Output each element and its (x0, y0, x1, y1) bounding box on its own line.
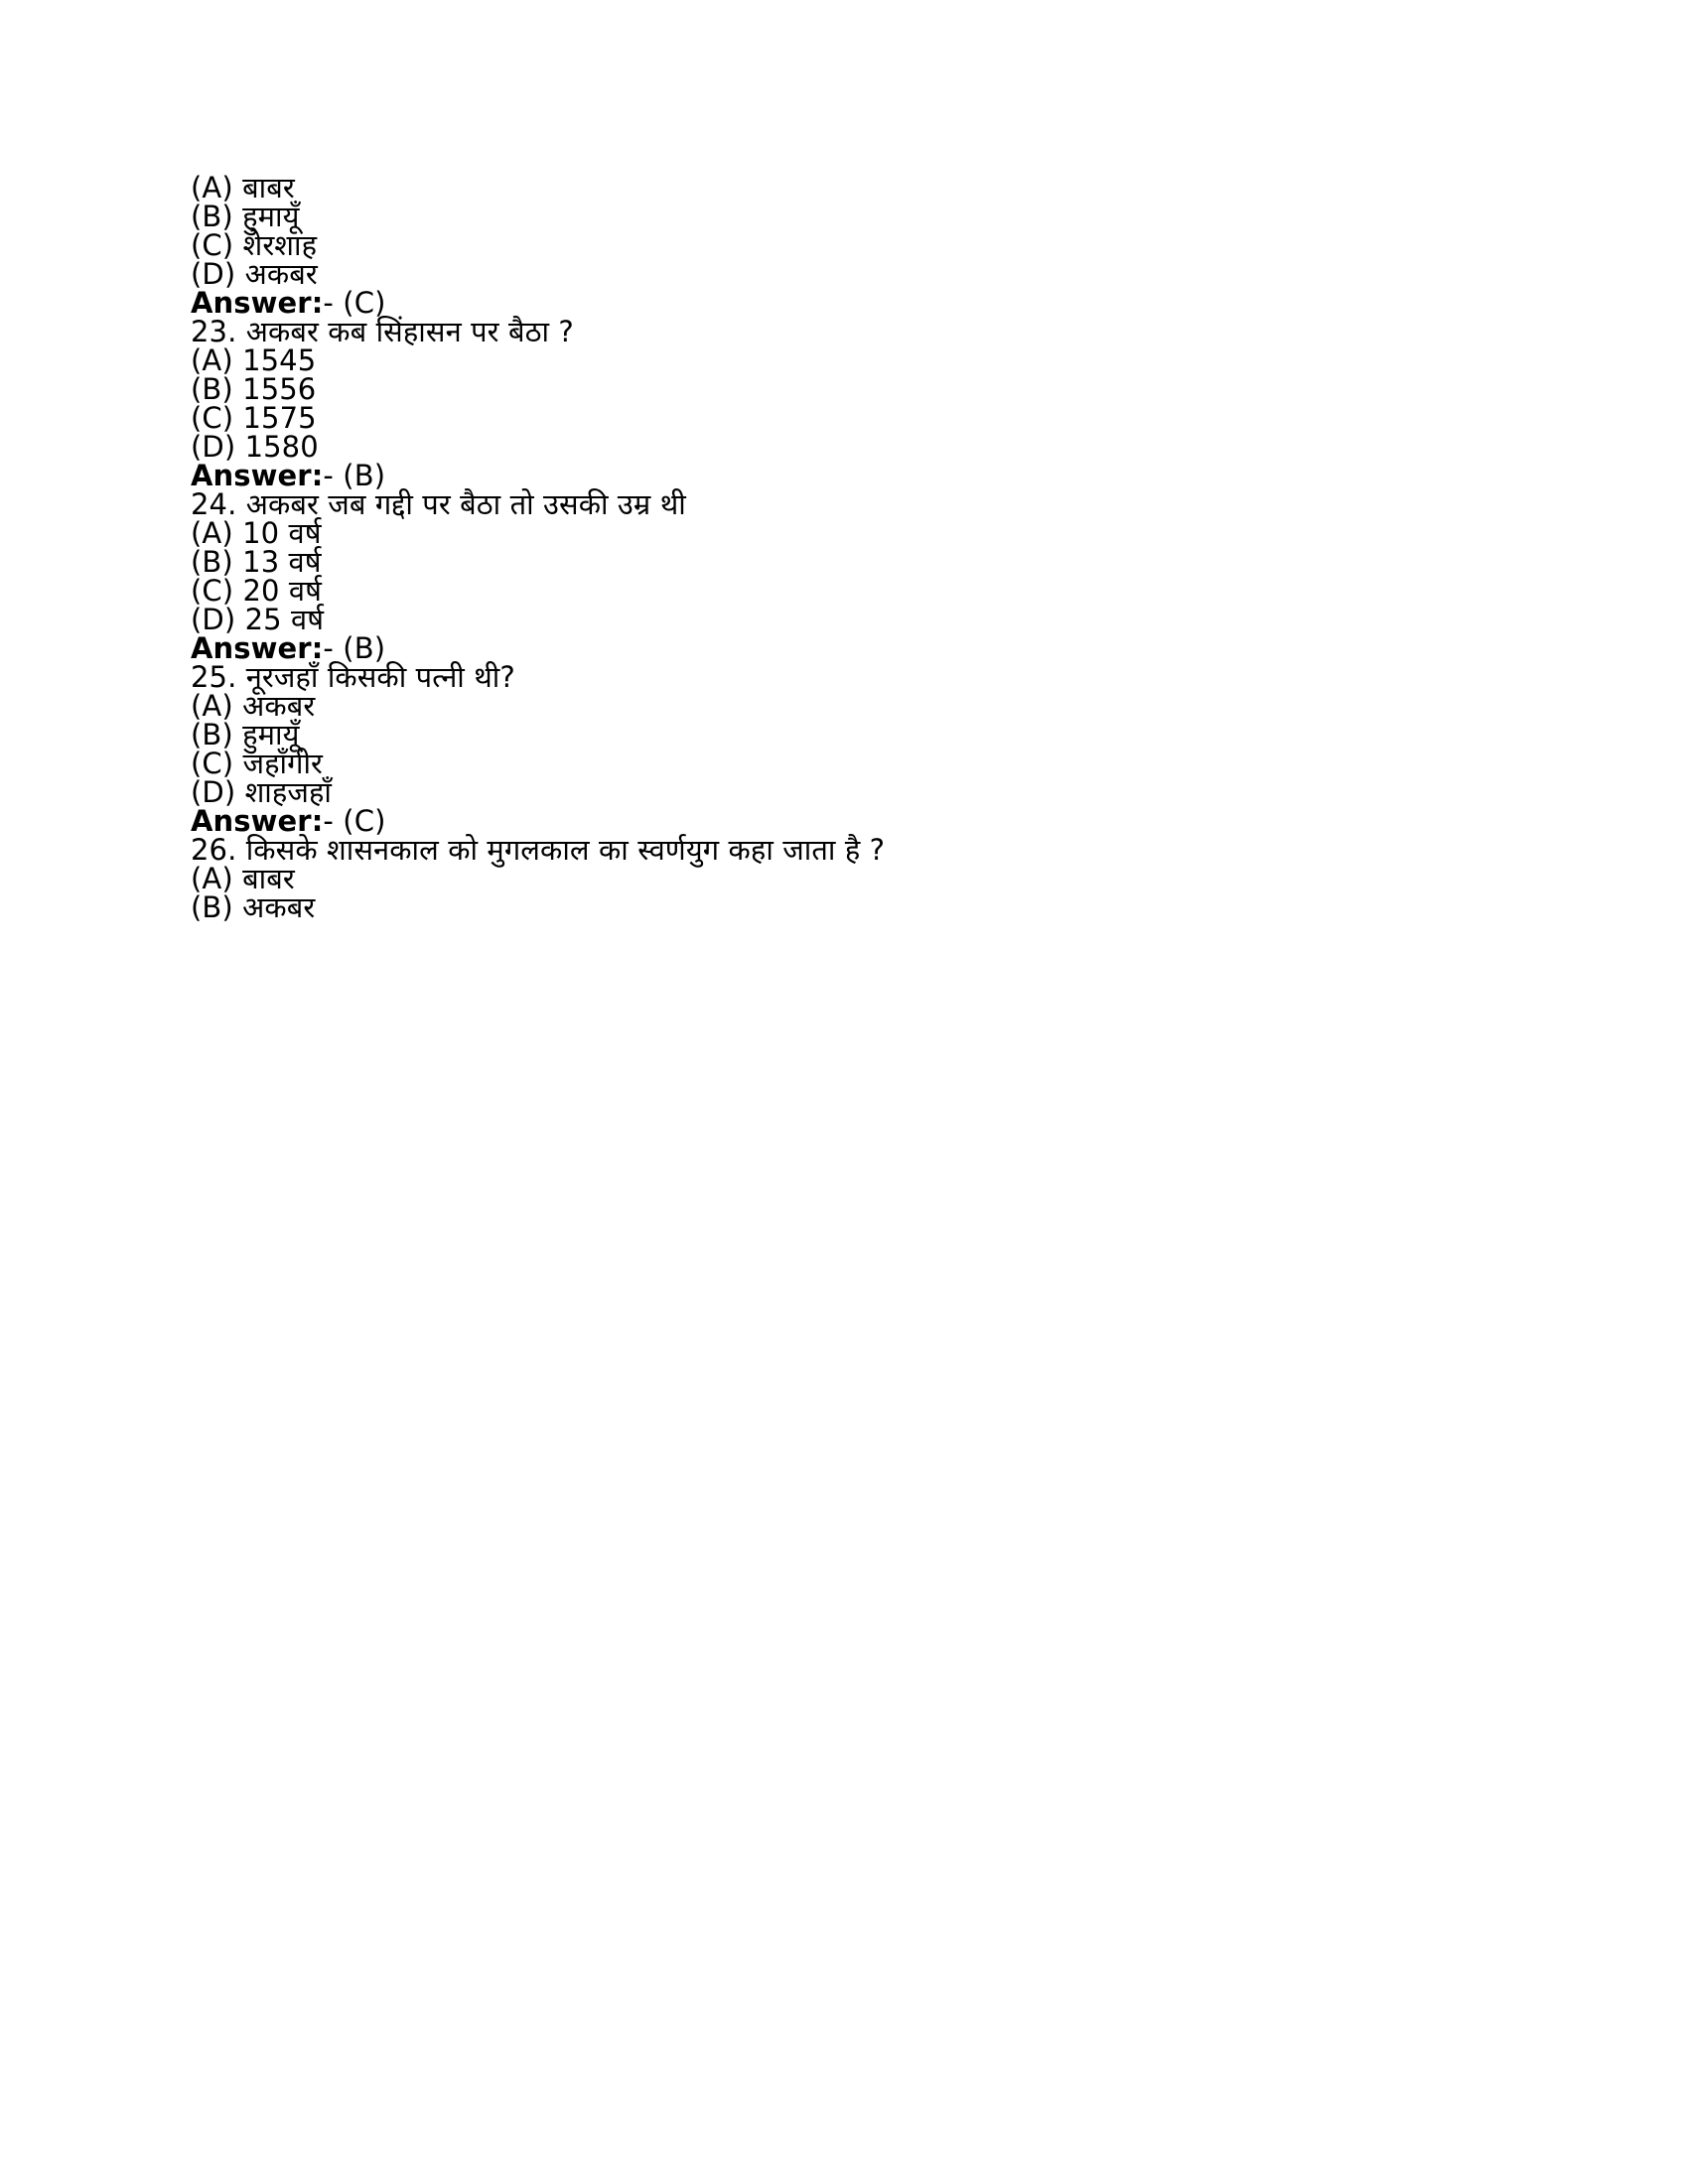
option-d: (D) 25 वर्ष (191, 603, 325, 636)
option-a: (A) अकबर (191, 689, 316, 723)
answer-value: - (C) (323, 804, 386, 838)
answer-line (191, 459, 1489, 492)
option-b: (B) हुमायूँ (191, 718, 300, 751)
document-content (191, 171, 1489, 924)
option-a: (A) 10 वर्ष (191, 516, 322, 550)
option-c: (C) जहाँगीर (191, 747, 324, 780)
answer-label: Answer: (191, 631, 324, 665)
answer-value: - (B) (323, 459, 386, 492)
option-a: (A) 1545 (191, 343, 317, 377)
option-c: (C) 20 वर्ष (191, 574, 323, 608)
option-b: (B) अकबर (191, 890, 316, 924)
option-a: (A) बाबर (191, 171, 295, 205)
answer-value: - (C) (323, 286, 386, 320)
option-a: (A) बाबर (191, 862, 295, 895)
option-c: (C) 1575 (191, 401, 317, 435)
answer-value: - (B) (323, 631, 386, 665)
question-25: 25. नूरजहाँ किसकी पत्नी थी? (191, 660, 515, 694)
option-b: (B) 13 वर्ष (191, 545, 322, 579)
option-b: (B) 1556 (191, 372, 317, 406)
answer-line (191, 631, 1489, 665)
answer-label: Answer: (191, 459, 324, 492)
answer-label: Answer: (191, 286, 324, 320)
option-c: (C) शेरशाह (191, 228, 318, 262)
option-d: (D) अकबर (191, 257, 318, 291)
question-26: 26. किसके शासनकाल को मुगलकाल का स्वर्णयुग कहा जाता है ? (191, 833, 886, 867)
option-b: (B) हुमायूँ (191, 200, 300, 233)
answer-line (191, 286, 1489, 320)
option-d: (D) 1580 (191, 430, 319, 464)
answer-label: Answer: (191, 804, 324, 838)
answer-line (191, 804, 1489, 838)
question-24: 24. अकबर जब गद्दी पर बैठा तो उसकी उम्र थी (191, 487, 686, 521)
question-23: 23. अकबर कब सिंहासन पर बैठा ? (191, 315, 574, 348)
option-d: (D) शाहजहाँ (191, 775, 333, 809)
